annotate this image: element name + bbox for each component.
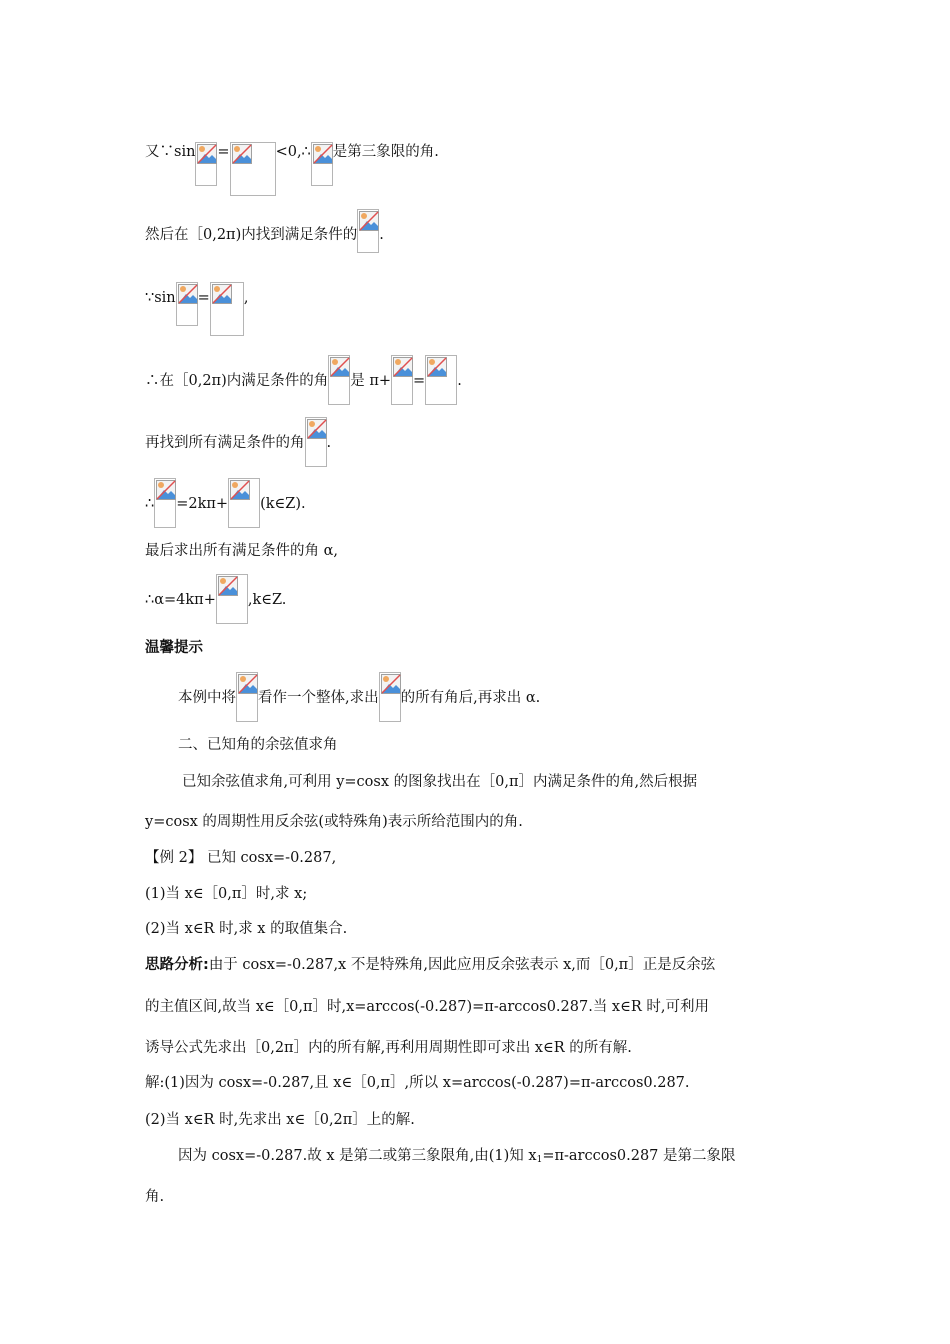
line-15: [145, 884, 307, 904]
line-10: [178, 688, 540, 722]
text: 已知余弦值求角,可利用 y=cosx 的图象找出在［0,π］内满足条件的角,然后根据: [182, 774, 698, 790]
text: 本例中将: [178, 690, 236, 706]
broken-image-icon: [357, 209, 379, 253]
line-7: [145, 541, 338, 561]
broken-image-icon: [379, 672, 401, 722]
text: =: [413, 373, 426, 389]
line-1: [145, 142, 439, 196]
text: 的所有角后,再求出 α.: [400, 690, 541, 706]
line-22: [178, 1146, 736, 1170]
text: ∵sin: [145, 290, 176, 306]
text: y=cosx 的周期性用反余弦(或特殊角)表示所给范围内的角.: [145, 814, 523, 830]
text: 【例 2】 已知 cosx=-0.287,: [145, 850, 337, 866]
text: ,k∈Z.: [247, 592, 287, 608]
broken-image-icon: [328, 355, 350, 405]
text: ∴: [145, 496, 155, 512]
text: 然后在［0,2π)内找到满足条件的: [145, 227, 358, 243]
text: =: [217, 144, 230, 160]
text: 二、已知角的余弦值求角: [178, 737, 338, 753]
line-17: [145, 955, 715, 975]
line-13: [145, 812, 523, 832]
line-2: [145, 225, 384, 253]
text: 的主值区间,故当 x∈［0,π］时,x=arccos(-0.287)=π-arccos0.287.当 x∈R 时,可利用: [145, 999, 709, 1015]
broken-image-icon: [425, 355, 457, 405]
broken-image-icon: [391, 355, 413, 405]
broken-image-icon: [176, 282, 198, 326]
text: .: [457, 373, 462, 389]
text: ∴在［0,2π)内满足条件的角: [145, 373, 329, 389]
text: 由于 cosx=-0.287,x 不是特殊角,因此应用反余弦表示 x,而［0,π］正是反余弦: [208, 957, 716, 973]
line-18: [145, 997, 709, 1017]
text: 解:(1)因为 cosx=-0.287,且 x∈［0,π］,所以 x=arccos(-0.287)=π-arccos0.287.: [145, 1075, 690, 1091]
tip-heading: [145, 638, 203, 658]
text: .: [326, 435, 332, 451]
broken-image-icon: [311, 142, 333, 186]
line-6: [145, 494, 306, 528]
text: (2)当 x∈R 时,求 x 的取值集合.: [145, 921, 348, 937]
line-5: [145, 433, 331, 467]
broken-image-icon: [195, 142, 217, 186]
line-16: [145, 919, 347, 939]
text: 诱导公式先求出［0,2π］内的所有解,再利用周期性即可求出 x∈R 的所有解.: [145, 1040, 632, 1056]
text: 是第三象限的角.: [332, 144, 439, 160]
line-3: [145, 288, 248, 336]
text: (1)当 x∈［0,π］时,求 x;: [145, 886, 308, 902]
text: 看作一个整体,求出: [258, 690, 379, 706]
broken-image-icon: [154, 478, 176, 528]
line-23: [145, 1187, 164, 1207]
text: .: [379, 227, 384, 243]
line-19: [145, 1038, 632, 1058]
line-4: [145, 371, 462, 405]
line-12: [182, 772, 697, 792]
broken-image-icon: [230, 142, 276, 196]
text: ∴α=4kπ+: [145, 592, 216, 608]
example-heading: [145, 848, 336, 868]
text: 最后求出所有满足条件的角 α,: [145, 543, 339, 559]
line-20: [145, 1073, 690, 1093]
subscript: 1: [536, 1155, 543, 1165]
text: 是 π+: [350, 373, 392, 389]
text: 再找到所有满足条件的角: [145, 435, 305, 451]
text: =: [197, 290, 210, 306]
text: =π-arccos0.287 是第二象限: [542, 1148, 736, 1164]
text: 角.: [145, 1189, 165, 1205]
text: ,: [243, 290, 249, 306]
text: 温馨提示: [145, 640, 203, 656]
broken-image-icon: [228, 478, 260, 528]
text: 因为 cosx=-0.287.故 x 是第二或第三象限角,由(1)知 x: [178, 1148, 537, 1164]
text: 又∵sin: [145, 144, 196, 160]
broken-image-icon: [210, 282, 244, 336]
line-8: [145, 590, 286, 624]
text: (k∈Z).: [260, 496, 306, 512]
text: <0,∴: [275, 144, 311, 160]
broken-image-icon: [236, 672, 258, 722]
section-title: [178, 735, 338, 755]
line-21: [145, 1110, 415, 1130]
broken-image-icon: [305, 417, 327, 467]
broken-image-icon: [216, 574, 248, 624]
text: =2kπ+: [176, 496, 229, 512]
text: (2)当 x∈R 时,先求出 x∈［0,2π］上的解.: [145, 1112, 415, 1128]
analysis-label: 思路分析:: [145, 957, 209, 973]
